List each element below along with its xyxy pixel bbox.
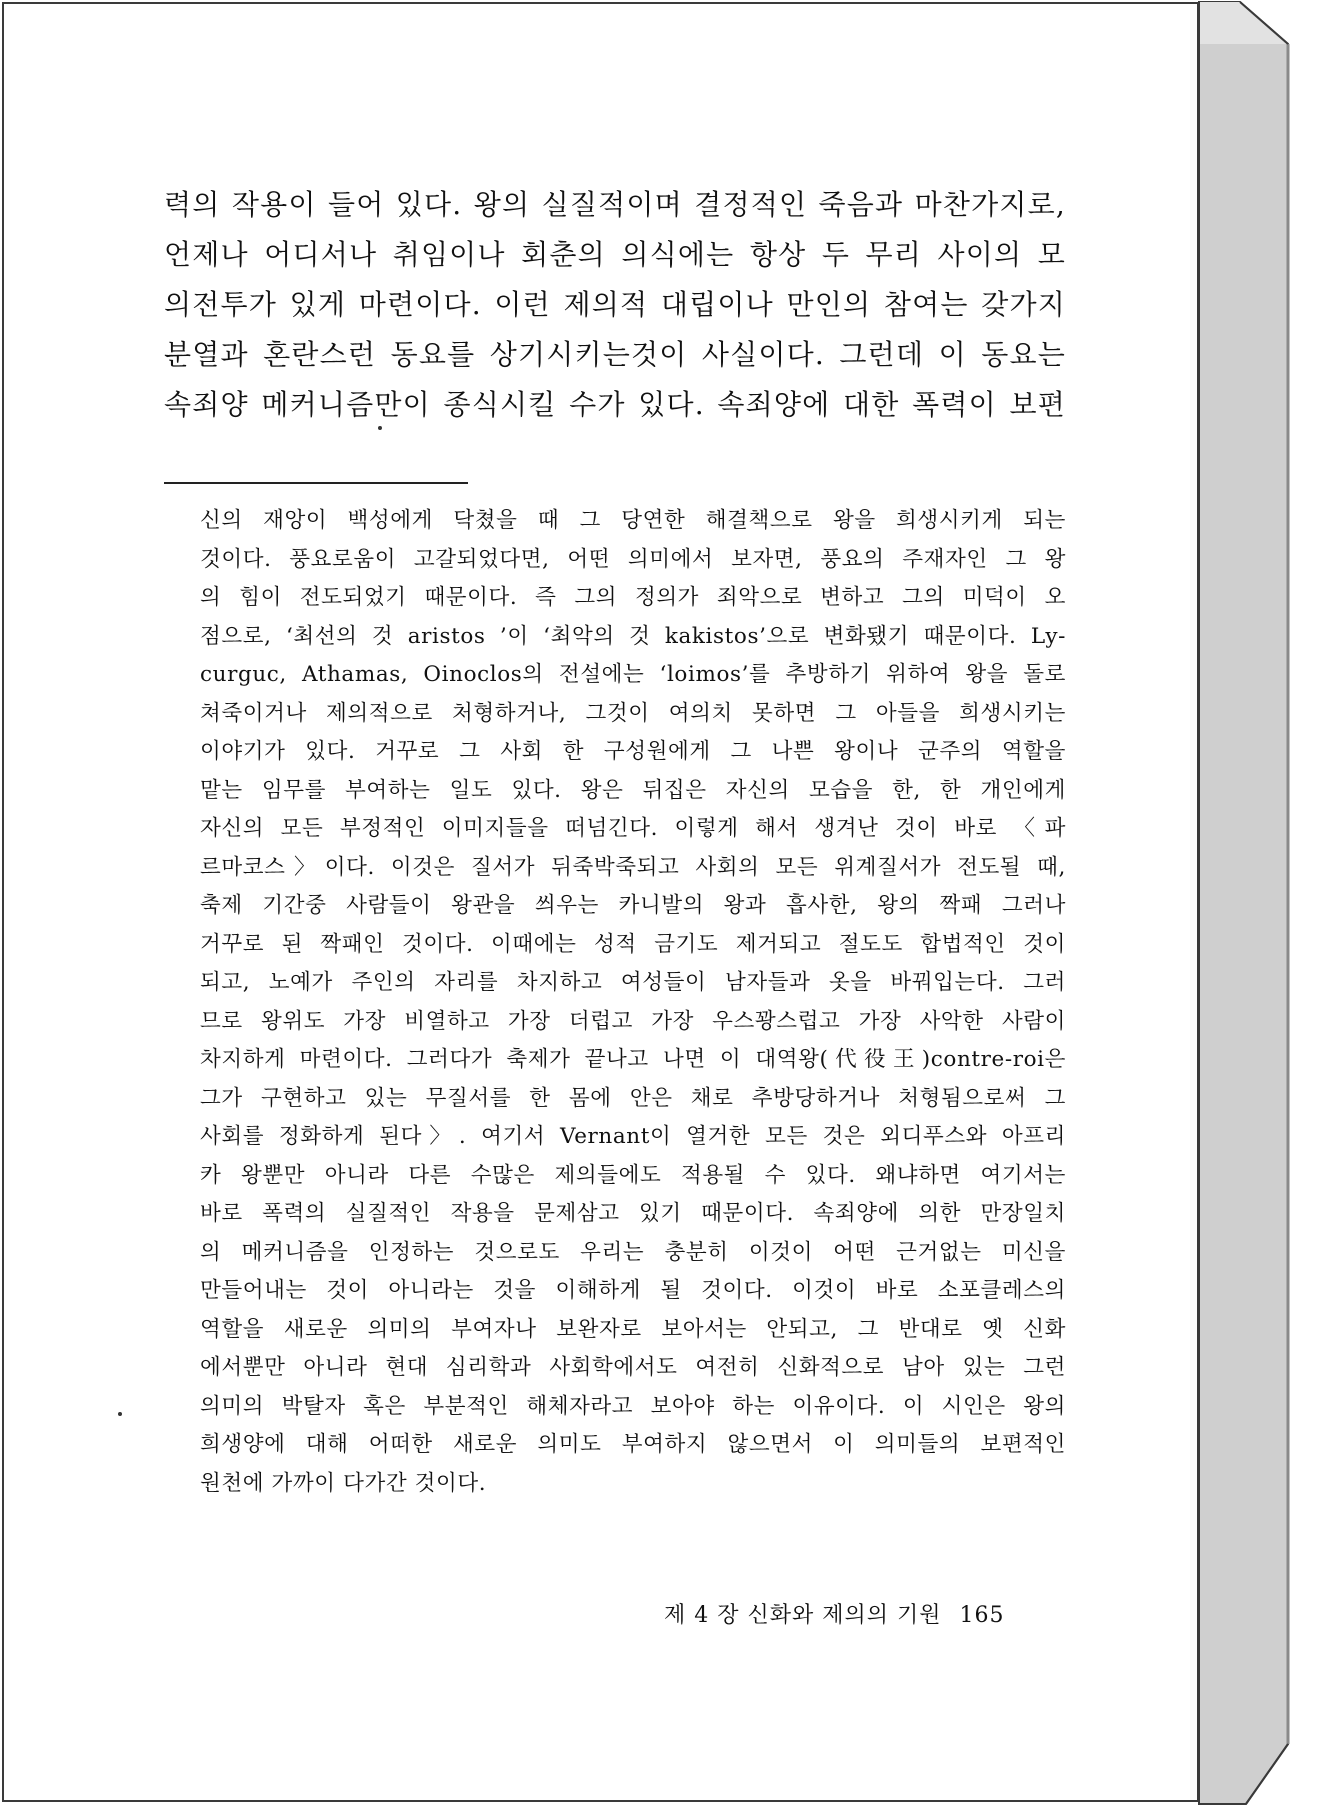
footnote-line: 쳐죽이거나 제의적으로 처형하거나, 그것이 여의치 못하면 그 아들을 희생시키는: [200, 700, 1066, 726]
footnote-separator: [164, 482, 468, 484]
footnote-line: 차지하게 마련이다. 그러다가 축제가 끝나고 나면 이 대역왕(代役王)contre-roi은: [200, 1047, 1066, 1072]
footnote-line: 것이다. 풍요로움이 고갈되었다면, 어떤 의미에서 보자면, 풍요의 주재자인 그 왕: [200, 546, 1066, 572]
body-text-line: 의전투가 있게 마련이다. 이런 제의적 대립이나 만인의 참여는 갖가지: [164, 288, 1066, 321]
footnote-line: 바로 폭력의 실질적인 작용을 문제삼고 있기 때문이다. 속죄양에 의한 만장일치: [200, 1201, 1066, 1226]
footnote-line: 르마코스〉이다. 이것은 질서가 뒤죽박죽되고 사회의 모든 위계질서가 전도될 때,: [200, 854, 1066, 880]
footnote-line: 신의 재앙이 백성에게 닥쳤을 때 그 당연한 해결책으로 왕을 희생시키게 되는: [200, 508, 1066, 533]
body-text-line: 력의 작용이 들어 있다. 왕의 실질적이며 결정적인 죽음과 마찬가지로,: [164, 188, 1066, 221]
scan-speck: [118, 1412, 122, 1416]
footnote-line: 그가 구현하고 있는 무질서를 한 몸에 안은 채로 추방당하거나 처형됨으로써 그: [200, 1085, 1066, 1111]
footnote-line: 의 힘이 전도되었기 때문이다. 즉 그의 정의가 죄악으로 변하고 그의 미덕이 오: [200, 585, 1066, 610]
page-number: 165: [959, 1603, 1005, 1628]
scan-speck: [378, 426, 382, 430]
footnote-line: 카 왕뿐만 아니라 다른 수많은 제의들에도 적용될 수 있다. 왜냐하면 여기서는: [200, 1162, 1066, 1188]
footnote-line: 맡는 임무를 부여하는 일도 있다. 왕은 뒤집은 자신의 모습을 한, 한 개인에게: [200, 777, 1066, 803]
footnote-line: 역할을 새로운 의미의 부여자나 보완자로 보아서는 안되고, 그 반대로 옛 신화: [200, 1316, 1066, 1342]
footnote-text: [200, 502, 1066, 1503]
body-text: [164, 180, 1066, 430]
body-text-line: 속죄양 메커니즘만이 종식시킬 수가 있다. 속죄양에 대한 폭력이 보편: [164, 388, 1066, 421]
footnote-line: 원천에 가까이 다가간 것이다.: [200, 1470, 487, 1496]
footnote-line: 의미의 박탈자 혹은 부분적인 해체자라고 보아야 하는 이유이다. 이 시인은 왕의: [200, 1393, 1066, 1419]
footnote-line: 축제 기간중 사람들이 왕관을 씌우는 카니발의 왕과 흡사한, 왕의 짝패 그러나: [200, 893, 1066, 918]
footnote-line: 이야기가 있다. 거꾸로 그 사회 한 구성원에게 그 나쁜 왕이나 군주의 역할을: [200, 739, 1066, 764]
running-footer: [664, 1598, 1064, 1629]
footnote-line: 되고, 노예가 주인의 자리를 차지하고 여성들이 남자들과 옷을 바꿔입는다. 그러: [200, 970, 1066, 995]
footnote-line: 사회를 정화하게 된다〉. 여기서 Vernant이 열거한 모든 것은 외디푸스와 아프리: [200, 1124, 1066, 1149]
footnote-line: 의 메커니즘을 인정하는 것으로도 우리는 충분히 이것이 어떤 근거없는 미신을: [200, 1239, 1066, 1265]
footnote-line: 희생양에 대해 어떠한 새로운 의미도 부여하지 않으면서 이 의미들의 보편적인: [200, 1432, 1066, 1457]
footnote-line: 므로 왕위도 가장 비열하고 가장 더럽고 가장 우스꽝스럽고 가장 사악한 사람이: [200, 1008, 1066, 1034]
footnote-line: 에서뿐만 아니라 현대 심리학과 사회학에서도 여전히 신화적으로 남아 있는 그런: [200, 1355, 1066, 1380]
footnote-line: 거꾸로 된 짝패인 것이다. 이때에는 성적 금기도 제거되고 절도도 합법적인 것이: [200, 931, 1066, 957]
body-text-line: 분열과 혼란스런 동요를 상기시키는것이 사실이다. 그런데 이 동요는: [164, 338, 1066, 371]
footnote-line: 자신의 모든 부정적인 이미지들을 떠넘긴다. 이렇게 해서 생겨난 것이 바로 〈파: [200, 816, 1066, 841]
footnote-line: 점으로, ‘최선의 것 aristos ’이 ‘최악의 것 kakistos’으로 변화됐기 때문이다. Ly-: [200, 623, 1066, 649]
body-text-line: 언제나 어디서나 취임이나 회춘의 의식에는 항상 두 무리 사이의 모: [164, 238, 1066, 271]
footnote-line: curguc, Athamas, Oinoclos의 전설에는 ‘loimos’를 추방하기 위하여 왕을 돌로: [200, 662, 1066, 687]
chapter-title: 제 4 장 신화와 제의의 기원: [664, 1603, 942, 1628]
footnote-line: 만들어내는 것이 아니라는 것을 이해하게 될 것이다. 이것이 바로 소포클레스의: [200, 1278, 1066, 1303]
